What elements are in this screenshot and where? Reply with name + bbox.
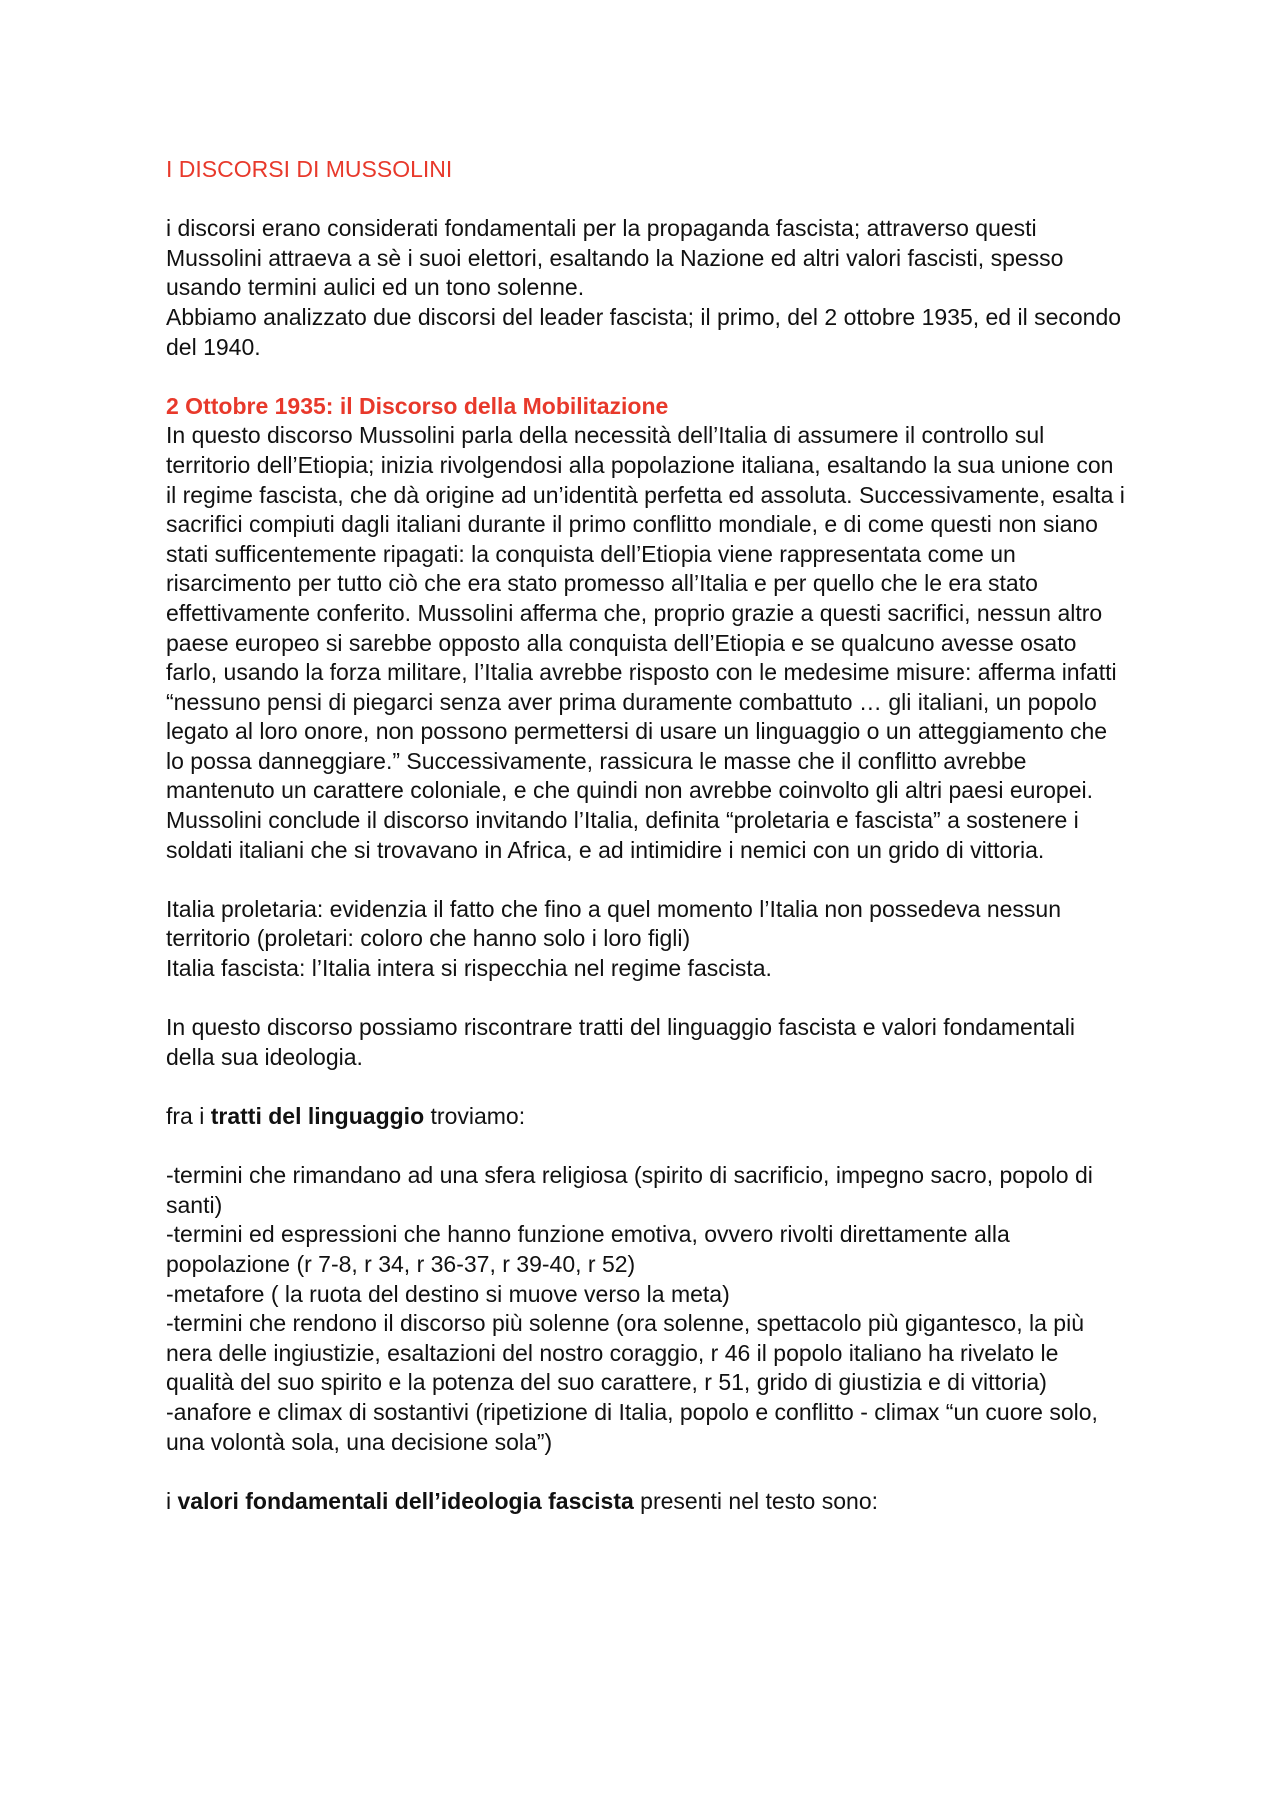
spacer — [166, 984, 1126, 1014]
section-body: In questo discorso Mussolini parla della necessità dell’Italia di assumere il controllo sul territorio dell’Etiopia; inizia rivolgendosi alla popolazione italiana, esaltando la sua unione con il regime fascista, che dà origine ad un’identità perfetta ed assoluta. Successivamente, esalta i sacrifici compiuti dagli italiani durante il primo conflitto mondiale, e di come questi non siano stati sufficentemente ripagati: la conquista dell’Etiopia viene rappresentata come un risarcimento per tutto ciò che era stato promesso all’Italia e per quello che le era stato effettivamente conferito. Mussolini afferma che, proprio grazie a questi sacrifici, nessun altro paese europeo si sarebbe opposto alla conquista dell’Etiopia e se qualcuno avesse osato farlo, usando la forza militare, l’Italia avrebbe risposto con le medesime misure: afferma infatti “nessuno pensi di piegarci senza aver prima duramente combattuto … gli italiani, un popolo legato al loro onore, non possono permettersi di usare un linguaggio o un atteggiamento che lo possa danneggiare.” Successivamente, rassicura le masse che il conflitto avrebbe mantenuto un carattere coloniale, e che quindi non avrebbe coinvolto gli altri paesi europei. Mussolini conclude il discorso invitando l’Italia, definita “proletaria e fascista” a sostenere i soldati italiani che si trovavano in Africa, e ad intimidire i nemici con un grido di vittoria. — [166, 422, 1125, 863]
definition-paragraph: Italia proletaria: evidenzia il fatto che fino a quel momento l’Italia non possedeva nessun territorio (proletari: coloro che hanno solo i loro figli) — [166, 895, 1061, 952]
trait-item: -metafore ( la ruota del destino si muove verso la meta) — [166, 1280, 730, 1307]
spacer — [166, 185, 1126, 215]
traits-line — [166, 1102, 1126, 1132]
values-line — [166, 1487, 1126, 1517]
trait-item: -termini che rimandano ad una sfera religiosa (spirito di sacrificio, impegno sacro, popolo di santi) — [166, 1162, 1093, 1218]
spacer — [166, 362, 1126, 392]
trait-item: -termini che rendono il discorso più solenne (ora solenne, spettacolo più gigantesco, la più nera delle ingiustizie, esaltazioni del nostro coraggio, r 46 il popolo italiano ha rivelato le qualità del suo spirito e la potenza del suo carattere, r 51, grido di giustizia e di vittoria) — [166, 1310, 1084, 1396]
definition-paragraph: Italia fascista: l’Italia intera si rispecchia nel regime fascista. — [166, 955, 772, 982]
document-page — [166, 155, 1126, 1516]
section-heading: 2 Ottobre 1935: il Discorso della Mobilitazione — [166, 392, 669, 419]
values-line-prefix: i — [166, 1487, 178, 1514]
trait-item: -anafore e climax di sostantivi (ripetizione di Italia, popolo e conflitto - climax “un cuore solo, una volontà sola, una decisione sola”) — [166, 1398, 1098, 1455]
trait-item: -termini ed espressioni che hanno funzione emotiva, ovvero rivolti direttamente alla popolazione (r 7-8, r 34, r 36-37, r 39-40, r 52) — [166, 1221, 1010, 1277]
spacer — [166, 865, 1126, 895]
spacer — [166, 1457, 1126, 1487]
document-title: I DISCORSI DI MUSSOLINI — [166, 156, 453, 182]
traits-line-suffix: troviamo: — [424, 1103, 526, 1129]
traits-line-bold: tratti del linguaggio — [210, 1103, 425, 1129]
values-line-suffix: presenti nel testo sono: — [633, 1487, 879, 1514]
spacer — [166, 1072, 1126, 1102]
spacer — [166, 1132, 1126, 1162]
traits-line-prefix: fra i — [166, 1103, 211, 1129]
values-line-bold: valori fondamentali dell’ideologia fascista — [177, 1487, 634, 1514]
intro-paragraph: i discorsi erano considerati fondamentali per la propaganda fascista; attraverso questi Mussolini attraeva a sè i suoi elettori, esaltando la Nazione ed altri valori fascisti, spesso usando termini aulici ed un tono solenne. — [166, 215, 1064, 301]
traits-intro-paragraph: In questo discorso possiamo riscontrare tratti del linguaggio fascista e valori fondamentali della sua ideologia. — [166, 1014, 1075, 1070]
intro-paragraph: Abbiamo analizzato due discorsi del leader fascista; il primo, del 2 ottobre 1935, ed il secondo del 1940. — [166, 303, 1122, 360]
